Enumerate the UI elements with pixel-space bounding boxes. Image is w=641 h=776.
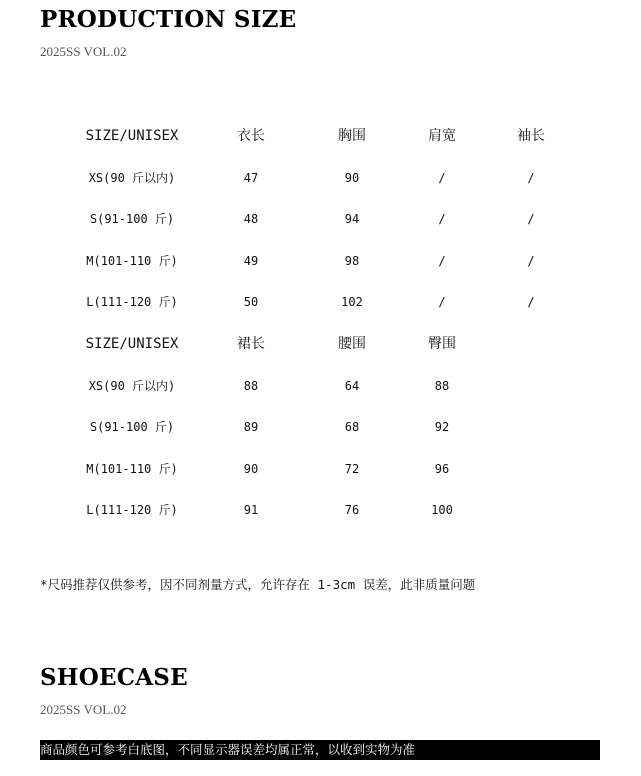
table-cell: 88 (243, 378, 259, 393)
table-cell: M(101-110 斤) (86, 461, 178, 476)
table-cell: 100 (431, 503, 453, 518)
table-cell: 94 (344, 212, 360, 227)
table-row (40, 366, 640, 408)
section-subtitle: 2025SS VOL.02 (40, 702, 127, 717)
header-hip: 臀围 (428, 335, 456, 352)
table-cell: 96 (434, 461, 450, 476)
section-subtitle: 2025SS VOL.02 (40, 44, 127, 59)
table-cell: 76 (344, 503, 360, 518)
table-cell: XS(90 斤以内) (88, 378, 176, 393)
header-size: SIZE/UNISEX (85, 128, 179, 144)
table-cell: 90 (344, 170, 360, 185)
table-header-row (40, 116, 640, 158)
header-waist: 腰围 (338, 335, 366, 352)
header-chest: 胸围 (338, 128, 366, 144)
table-cell: S(91-100 斤) (89, 420, 175, 435)
table-cell: 89 (243, 420, 259, 435)
color-disclaimer-banner: 商品颜色可参考白底图，不同显示器误差均属正常，以收到实物为准 (40, 740, 600, 760)
table-cell: 48 (243, 212, 259, 227)
table-cell: 88 (434, 378, 450, 393)
section-title: SHOECASE (40, 664, 188, 691)
table-cell: / (527, 212, 535, 227)
table-cell: 90 (243, 461, 259, 476)
table-cell: / (438, 295, 446, 310)
table-cell: / (438, 212, 446, 227)
header-sleeve: 袖长 (517, 128, 545, 144)
table-row (40, 407, 640, 449)
table-cell: XS(90 斤以内) (88, 170, 176, 185)
size-disclaimer-note: *尺码推荐仅供参考，因不同剂量方式，允许存在 1-3cm 误差，此非质量问题 (40, 577, 476, 592)
header-shoulder: 肩宽 (428, 128, 456, 144)
table-cell: 102 (341, 295, 363, 310)
table-cell: / (438, 170, 446, 185)
table-cell: S(91-100 斤) (89, 212, 175, 227)
table-cell: / (527, 253, 535, 268)
table-row (40, 490, 640, 532)
table-cell: L(111-120 斤) (86, 295, 178, 310)
header-skirt-length: 裙长 (237, 335, 265, 352)
table-cell: / (527, 295, 535, 310)
table-cell: L(111-120 斤) (86, 503, 178, 518)
table-cell: / (438, 253, 446, 268)
table-cell: 50 (243, 295, 259, 310)
table-cell: M(101-110 斤) (86, 253, 178, 268)
table-cell: 72 (344, 461, 360, 476)
header-length: 衣长 (237, 128, 265, 144)
table-cell: 49 (243, 253, 259, 268)
header-size: SIZE/UNISEX (85, 335, 179, 352)
table-cell: 64 (344, 378, 360, 393)
table-row (40, 241, 640, 283)
table-cell: / (527, 170, 535, 185)
table-cell: 47 (243, 170, 259, 185)
table-cell: 92 (434, 420, 450, 435)
size-table (40, 116, 640, 532)
table-row (40, 158, 640, 200)
table-cell: 98 (344, 253, 360, 268)
table-row (40, 199, 640, 241)
table-cell: 68 (344, 420, 360, 435)
table-row (40, 282, 640, 324)
section-title: PRODUCTION SIZE (40, 6, 297, 33)
table-cell: 91 (243, 503, 259, 518)
table-row (40, 449, 640, 491)
table-header-row (40, 324, 640, 366)
